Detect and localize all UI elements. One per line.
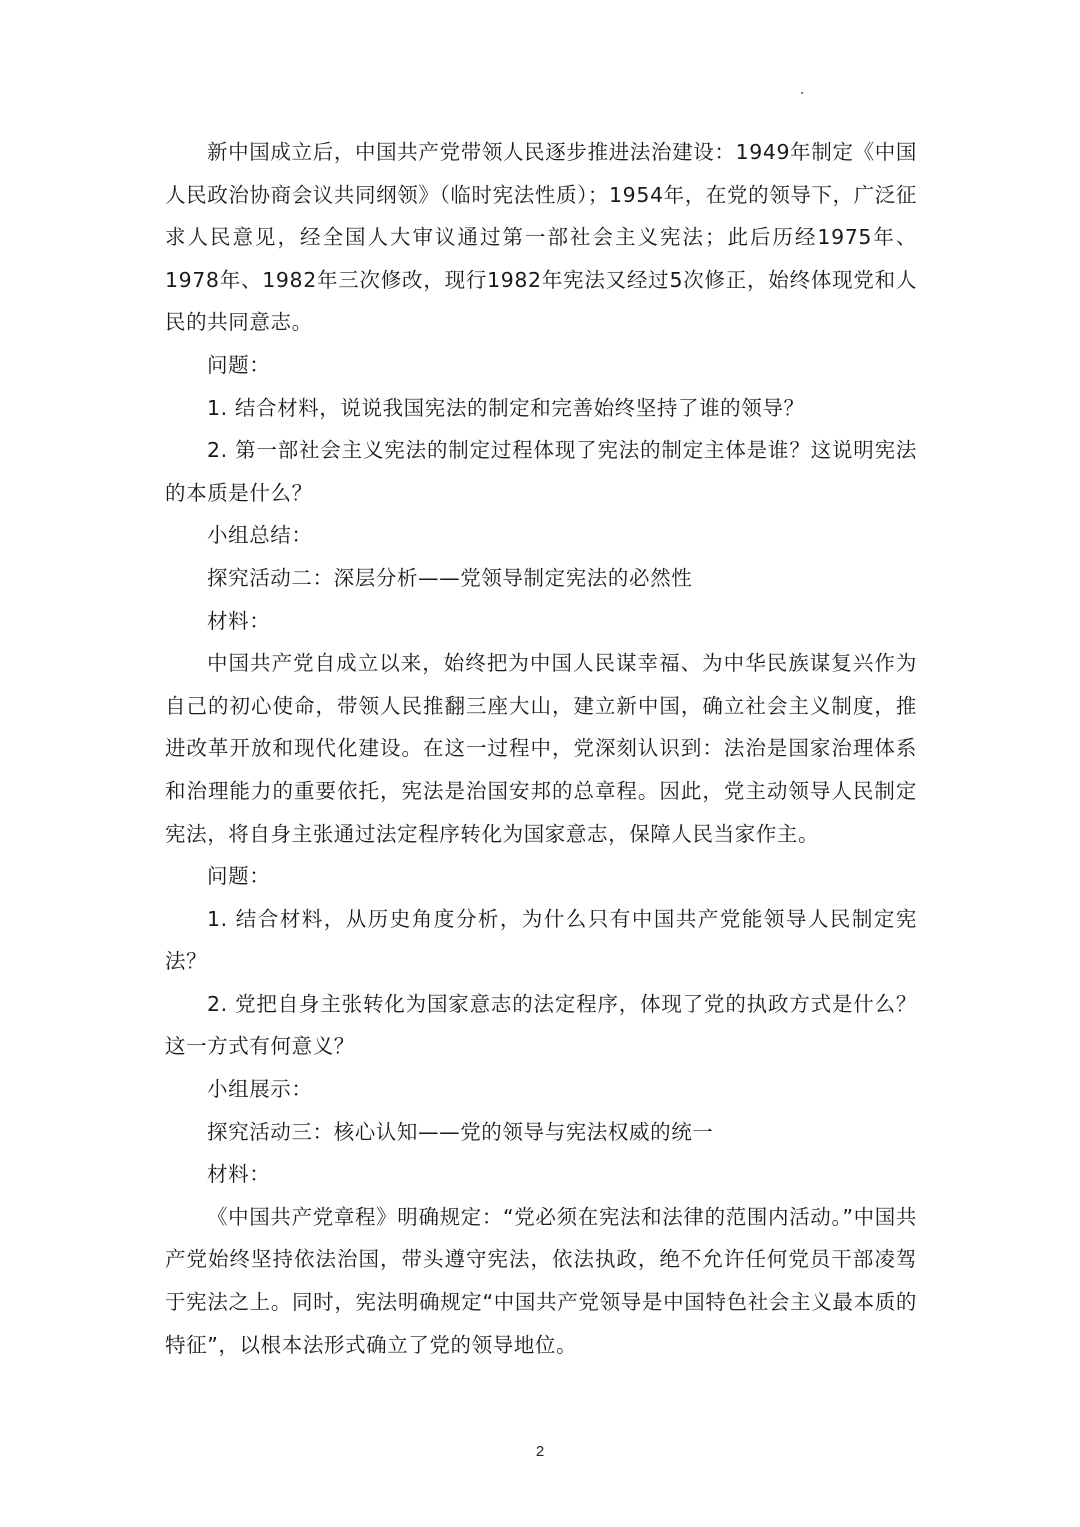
paragraph-question-heading-2: 问题：	[207, 864, 271, 889]
paragraph-question-4: 2. 党把自身主张转化为国家意志的法定程序，体现了党的执政方式是什么？这一方式有何意义？	[165, 991, 917, 1059]
paragraph-material-party: 中国共产党自成立以来，始终把为中国人民谋幸福、为中华民族谋复兴作为自己的初心使命，带领人民推翻三座大山，建立新中国，确立社会主义制度，推进改革开放和现代化建设。在这一过程中，党深刻认识到：法治是国家治理体系和治理能力的重要依托，宪法是治国安邦的总章程。因此，党主动领导人民制定宪法，将自身主张通过法定程序转化为国家意志，保障人民当家作主。	[165, 651, 917, 846]
page-number: 2	[535, 1443, 545, 1460]
scan-mark	[801, 92, 803, 94]
paragraph-question-heading: 问题：	[207, 352, 271, 377]
paragraph-question-3: 1. 结合材料，从历史角度分析，为什么只有中国共产党能领导人民制定宪法？	[165, 906, 917, 974]
paragraph-material-charter: 《中国共产党章程》明确规定：“党必须在宪法和法律的范围内活动。”中国共产党始终坚持依法治国，带头遵守宪法，依法执政，绝不允许任何党员干部凌驾于宪法之上。同时，宪法明确规定“中国共产党领导是中国特色社会主义最本质的特征”，以根本法形式确立了党的领导地位。	[165, 1204, 917, 1357]
paragraph-activity-2-title: 探究活动二：深层分析——党领导制定宪法的必然性	[207, 565, 693, 590]
document-body	[165, 131, 917, 1366]
paragraph-activity-3-title: 探究活动三：核心认知——党的领导与宪法权威的统一	[207, 1119, 714, 1144]
paragraph-material-label-2: 材料：	[207, 1162, 271, 1187]
paragraph-question-2: 2. 第一部社会主义宪法的制定过程体现了宪法的制定主体是谁？这说明宪法的本质是什么？	[165, 438, 917, 505]
paragraph-material-history: 新中国成立后，中国共产党带领人民逐步推进法治建设：1949年制定《中国人民政治协商会议共同纲领》（临时宪法性质）；1954年，在党的领导下，广泛征求人民意见，经全国人大审议通过第一部社会主义宪法；此后历经1975年、1978年、1982年三次修改，现行1982年宪法又经过5次修正，始终体现党和人民的共同意志。	[165, 140, 917, 335]
paragraph-group-display: 小组展示：	[207, 1077, 313, 1102]
paragraph-question-1: 1. 结合材料，说说我国宪法的制定和完善始终坚持了谁的领导？	[207, 395, 805, 420]
paragraph-group-summary: 小组总结：	[207, 523, 313, 548]
paragraph-material-label: 材料：	[207, 608, 271, 633]
